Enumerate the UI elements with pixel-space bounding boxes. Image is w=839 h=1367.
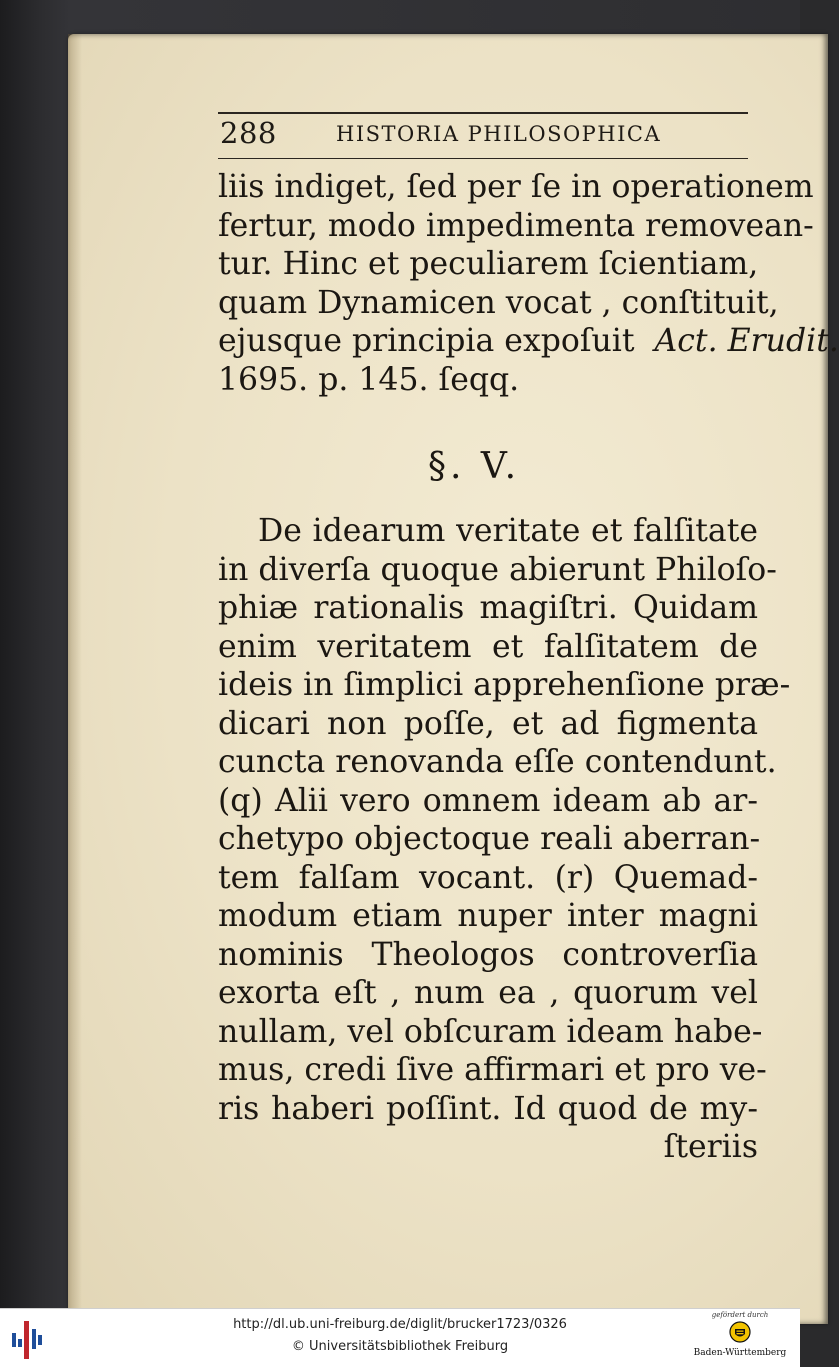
text-line: nullam, vel obſcuram ideam habe- bbox=[218, 1013, 763, 1050]
running-head: HISTORIA PHILOSOPHICA bbox=[336, 122, 662, 146]
text-line: fertur, modo impedimenta removean- bbox=[218, 207, 814, 244]
sponsor-name: Baden-Württemberg bbox=[693, 1348, 787, 1358]
header-rule-top bbox=[218, 112, 748, 114]
text-line: De idearum veritate et falſitate bbox=[258, 513, 758, 549]
copyright-notice: © Universitätsbibliothek Freiburg bbox=[291, 1339, 509, 1354]
text-line-with-citation bbox=[218, 322, 839, 361]
text-line: exorta eſt , num ea , quorum vel bbox=[218, 975, 758, 1011]
paragraph-1 bbox=[218, 168, 839, 399]
text-line: mus, credi ſive affirmari et pro ve- bbox=[218, 1052, 767, 1088]
header-rule-bottom bbox=[218, 158, 748, 159]
text-line: ris haberi poſſint. Id quod de my- bbox=[218, 1090, 758, 1127]
text-line: ideis in ſimplici apprehenſione præ- bbox=[218, 667, 791, 703]
text-line: quam Dynamicen vocat , conſtituit, bbox=[218, 284, 779, 321]
text-line: ejusque principia expoſuit bbox=[218, 323, 635, 359]
coat-of-arms-icon bbox=[729, 1321, 751, 1343]
page-url-link[interactable]: http://dl.ub.uni-freiburg.de/diglit/brucker1723/0326 bbox=[233, 1317, 567, 1332]
sponsor-badge[interactable] bbox=[690, 1311, 790, 1358]
text-line: cuncta renovanda eſſe contendunt. bbox=[218, 744, 777, 780]
page-number: 288 bbox=[220, 116, 277, 150]
text-line: enim veritatem et falſitatem de bbox=[218, 628, 758, 665]
text-line: tur. Hinc et peculiarem ſcientiam, bbox=[218, 246, 759, 282]
text-line: modum etiam nuper inter magni bbox=[218, 898, 758, 934]
catchword: ſteriis bbox=[663, 1129, 758, 1165]
text-line: (q) Alii vero omnem ideam ab ar- bbox=[218, 782, 758, 819]
text-line: liis indiget, ſed per ſe in operationem bbox=[218, 169, 814, 205]
citation: Act. Erudit. bbox=[654, 323, 839, 359]
text-line: tem falſam vocant. (r) Quemad- bbox=[218, 859, 758, 896]
text-line: nominis Theologos controverſia bbox=[218, 936, 758, 973]
text-line: 1695. p. 145. ſeqq. bbox=[218, 361, 520, 398]
text-line: chetypo objectoque reali aberran- bbox=[218, 821, 761, 857]
section-heading: §. V. bbox=[428, 446, 521, 487]
sponsor-label: gefördert durch bbox=[711, 1311, 769, 1319]
text-line: dicari non poſſe, et ad figmenta bbox=[218, 705, 758, 742]
text-line: phiæ rationalis magiſtri. Quidam bbox=[218, 590, 758, 626]
text-line: in diverſa quoque abierunt Philoſo- bbox=[218, 551, 777, 588]
paragraph-2 bbox=[218, 512, 791, 1167]
